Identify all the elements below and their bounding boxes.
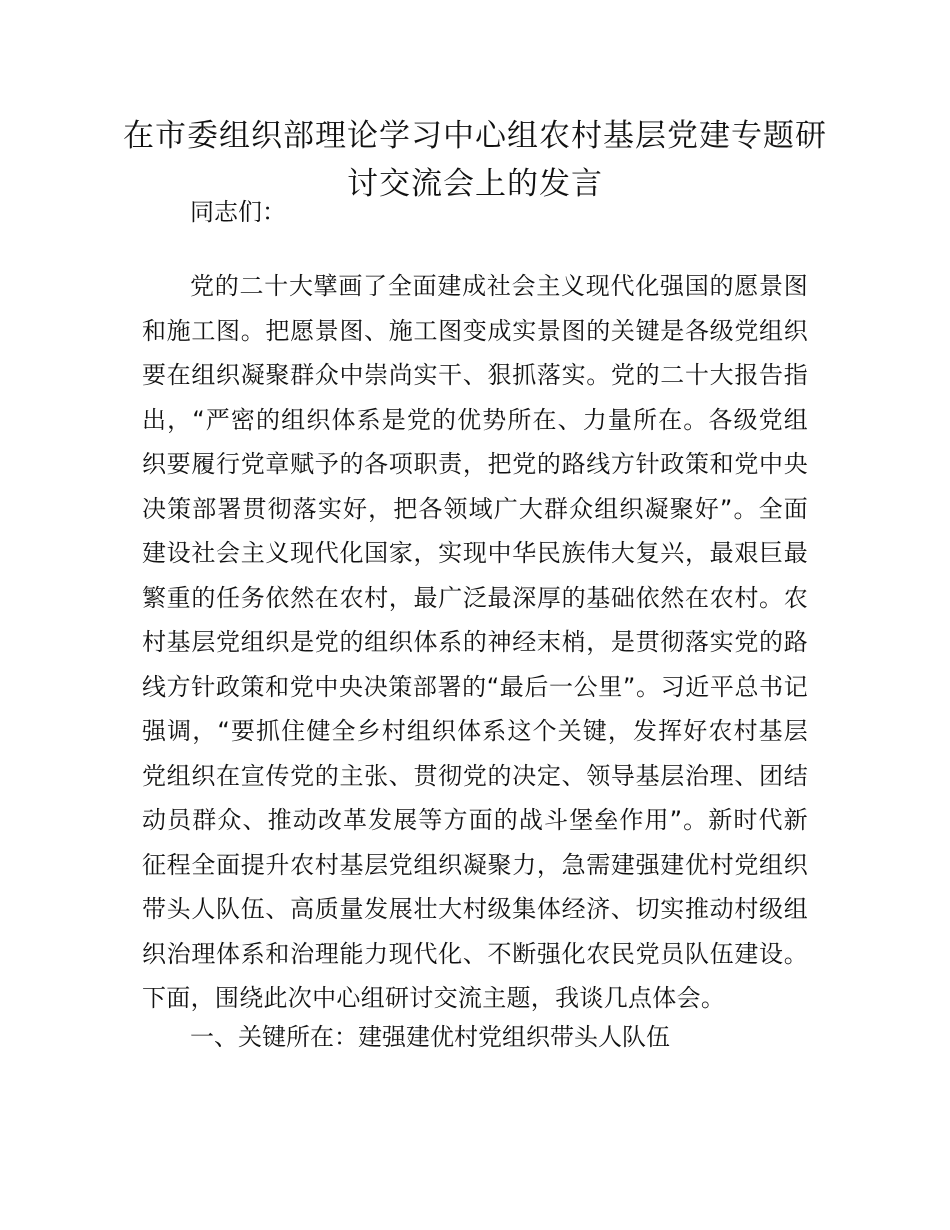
document-title: 在市委组织部理论学习中心组农村基层党建专题研讨交流会上的发言 bbox=[123, 118, 827, 202]
body-paragraph: 党的二十大擘画了全面建成社会主义现代化强国的愿景图和施工图。把愿景图、施工图变成实景图的关键是各级党组织要在组织凝聚群众中崇尚实干、狠抓落实。党的二十大报告指出，“严密的组织体系是党的优势所在、力量所在。各级党组织要履行党章赋予的各项职责，把党的路线方针政策和党中央决策部署贯彻落实好，把各领域广大群众组织凝聚好”。全面建设社会主义现代化国家，实现中华民族伟大复兴，最艰巨最繁重的任务依然在农村，最广泛最深厚的基础依然在农村。农村基层党组织是党的组织体系的神经末梢，是贯彻落实党的路线方针政策和党中央决策部署的“最后一公里”。习近平总书记强调，“要抓住健全乡村组织体系这个关键，发挥好农村基层党组织在宣传党的主张、贯彻党的决定、领导基层治理、团结动员群众、推动改革发展等方面的战斗堡垒作用”。新时代新征程全面提升农村基层党组织凝聚力，急需建强建优村党组织带头人队伍、高质量发展壮大村级集体经济、切实推动村级组织治理体系和治理能力现代化、不断强化农民党员队伍建设。下面，围绕此次中心组研讨交流主题，我谈几点体会。 bbox=[142, 272, 809, 1012]
salutation: 同志们： bbox=[190, 198, 286, 226]
section-heading: 一、关键所在：建强建优村党组织带头人队伍 bbox=[190, 1023, 670, 1051]
